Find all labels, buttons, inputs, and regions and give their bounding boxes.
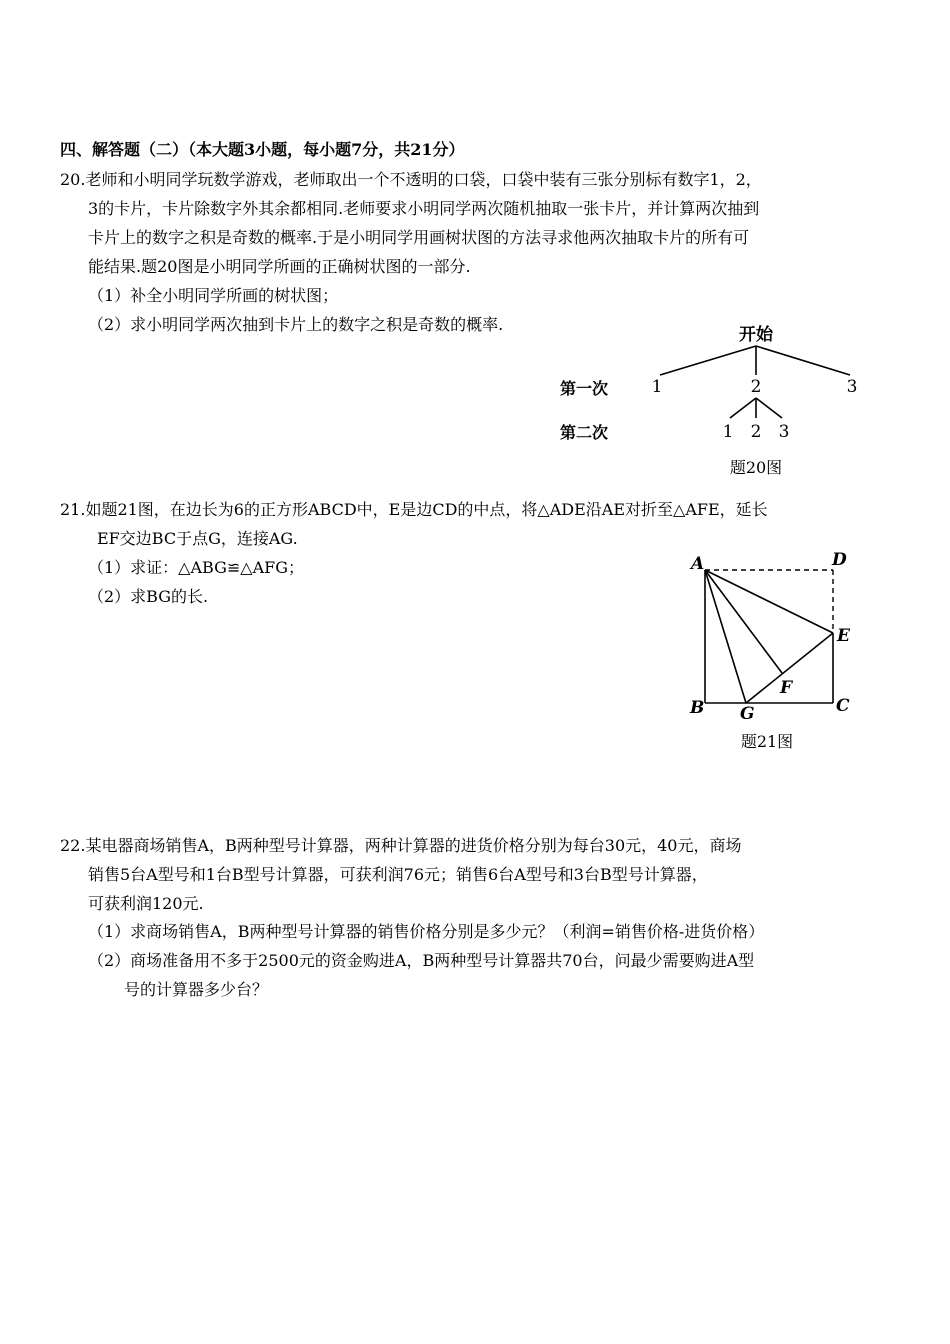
q21-line-2: EF交边BC于点G，连接AG. xyxy=(97,529,298,548)
tree-second-3: 3 xyxy=(778,422,790,442)
tree-diagram-figure xyxy=(550,320,890,480)
tree-second-1: 1 xyxy=(722,422,734,442)
q20-sub-1: （1）补全小明同学所画的树状图； xyxy=(88,286,339,305)
q20-line-2: 3的卡片，卡片除数字外其余都相同.老师要求小明同学两次随机抽取一张卡片，并计算两次抽到 xyxy=(88,199,760,218)
tree-root-label: 开始 xyxy=(739,325,773,345)
point-F-label: F xyxy=(780,678,793,698)
q22-line-1: 22.某电器商场销售A，B两种型号计算器，两种计算器的进货价格分别为每台30元，40元，商场 xyxy=(60,836,742,855)
point-C-label: C xyxy=(836,696,850,716)
q20-sub-2: （2）求小明同学两次抽到卡片上的数字之积是奇数的概率. xyxy=(88,315,504,334)
square-caption: 题21图 xyxy=(740,732,794,751)
tree-first-2: 2 xyxy=(750,377,762,397)
q21-sub-1: （1）求证：△ABG≌△AFG； xyxy=(88,558,305,577)
tree-first-1: 1 xyxy=(651,377,663,397)
point-E-label: E xyxy=(837,626,850,646)
q22-line-3: 可获利润120元. xyxy=(88,894,204,913)
point-B-label: B xyxy=(690,698,705,718)
point-A-label: A xyxy=(691,554,705,574)
tree-caption: 题20图 xyxy=(729,458,783,477)
square-geometry-figure xyxy=(680,545,880,760)
section-heading: 四、解答题（二）（本大题3小题，每小题7分，共21分） xyxy=(60,140,465,159)
tree-row1-label: 第一次 xyxy=(560,379,609,398)
q21-sub-2: （2）求BG的长. xyxy=(88,587,209,606)
tree-first-3: 3 xyxy=(846,377,858,397)
q22-sub-2-line-2: 号的计算器多少台？ xyxy=(124,980,269,999)
q22-sub-1: （1）求商场销售A，B两种型号计算器的销售价格分别是多少元？（利润=销售价格-进货价格） xyxy=(88,922,765,941)
q20-line-1: 20.老师和小明同学玩数学游戏，老师取出一个不透明的口袋，口袋中装有三张分别标有数字1，2， xyxy=(60,170,762,189)
q22-line-2: 销售5台A型号和1台B型号计算器，可获利润76元；销售6台A型号和3台B型号计算器， xyxy=(88,865,708,884)
tree-row2-label: 第二次 xyxy=(560,423,609,442)
q22-sub-2-line-1: （2）商场准备用不多于2500元的资金购进A，B两种型号计算器共70台，问最少需要购进A型 xyxy=(88,951,755,970)
q20-line-4: 能结果.题20图是小明同学所画的正确树状图的一部分. xyxy=(88,257,471,276)
point-G-label: G xyxy=(740,704,755,724)
q21-line-1: 21.如题21图，在边长为6的正方形ABCD中，E是边CD的中点，将△ADE沿AE对折至△AFE，延长 xyxy=(60,500,768,519)
point-D-label: D xyxy=(832,550,847,570)
q20-line-3: 卡片上的数字之积是奇数的概率.于是小明同学用画树状图的方法寻求他两次抽取卡片的所有可 xyxy=(88,228,750,247)
tree-second-2: 2 xyxy=(750,422,762,442)
